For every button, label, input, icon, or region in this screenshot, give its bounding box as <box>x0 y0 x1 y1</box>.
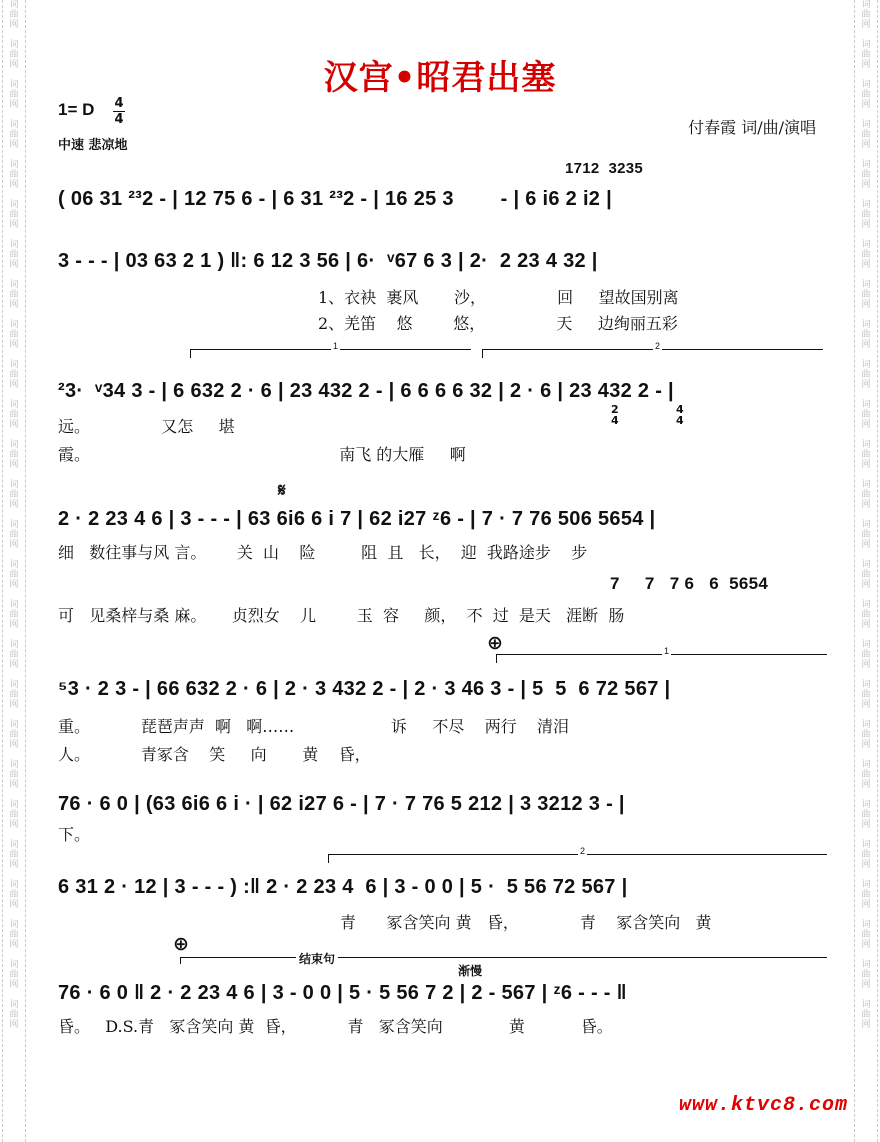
lyrics-row-7: 青 冢含笑向 黄 昏， 青 冢含笑向 黄 <box>340 913 712 932</box>
volta-1-number: 1 <box>333 341 339 351</box>
volta-3-number: 1 <box>664 646 670 656</box>
notation-row-5: ⁵3 · 2 3 - | 66 632 2 · 6 | 2 · 3 432 2 - | 2 · 3 46 3 - | 5 5 6 72 567 | <box>58 678 671 700</box>
time-signature <box>112 96 126 127</box>
lyrics-row-3-verse-2: 霞。 南飞 的大雁 啊 <box>58 445 466 464</box>
volta-bracket-2 <box>482 341 823 358</box>
tempo-marking: 中速 悲凉地 <box>58 138 128 153</box>
right-watermark-text: 词 曲 网 词 曲 网 词 曲 网 词 曲 网 词 曲 网 词 曲 网 词 曲 网 词 曲 网 词 曲 网 词 曲 网 词 曲 网 词 曲 网 词 曲 网 词 曲 网 词 曲 网 词 曲 网 词 曲 网 词 曲 网 词 曲 网 词 曲 网 词 曲 网 词 曲 网 词 曲 网 词 曲 网 词 曲 网 词 曲 网 <box>861 0 871 1030</box>
right-watermark-border <box>854 0 878 1142</box>
lyrics-row-2-verse-2: 2、羌笛 悠 悠， 天 边绚丽五彩 <box>318 314 678 333</box>
lyrics-row-5-verse-2: 人。 青冢含 笑 向 黄 昏， <box>58 745 371 764</box>
lyrics-row-2-verse-1: 1、衣袂 裹风 沙， 回 望故国别离 <box>318 288 679 307</box>
time-signature-bottom: 4 <box>114 112 124 127</box>
notation-row-1: ( 06 31 ²³2 - | 12 75 6 - | 6 31 ²³2 - | 16 25 3 - | 6 i6 2 i2 | <box>58 188 612 210</box>
key-signature: 1= D <box>58 100 95 119</box>
ending-phrase-label: 结束句 <box>296 950 338 967</box>
volta-4-number: 2 <box>580 846 586 856</box>
song-title: 汉宫•昭君出塞 <box>323 58 557 98</box>
time-signature-top: 4 <box>114 96 124 111</box>
volta-bracket-3 <box>496 646 827 663</box>
lyrics-row-3-verse-1: 远。 又怎 堪 <box>58 417 235 436</box>
credit-line: 付春霞 词/曲/演唱 <box>688 118 816 137</box>
notation-row-6: 76 · 6 0 | (63 6i6 6 i · | 62 i27 6 - | 7 · 7 76 5 212 | 3 3212 3 - | <box>58 793 625 815</box>
notation-row-3: ²3· ᵛ34 3 - | 6 632 2 · 6 | 23 432 2 - | 6 6 6 6 32 | 2 · 6 | 23 432 2 - | <box>58 380 674 402</box>
alternate-notes-row-4: 7 7 7 6 6 5654 <box>610 574 769 593</box>
volta-2-number: 2 <box>655 341 661 351</box>
ritardando-label: 渐慢 <box>458 964 483 978</box>
ending-bracket <box>180 957 827 964</box>
notation-row-8: 76 · 6 0 ‖ 2 · 2 23 4 6 | 3 - 0 0 | 5 · 5 56 7 2 | 2 - 567 | ᶻ6 - - - ‖ <box>58 982 627 1004</box>
notation-row-2: 3 - - - | 03 63 2 1 ) ‖: 6 12 3 56 | 6· ᵛ67 6 3 | 2· 2 23 4 32 | <box>58 250 598 272</box>
volta-bracket-1 <box>190 341 471 358</box>
upper-notes-row1: 1712 3235 <box>565 160 644 177</box>
notation-row-7: 6 31 2 · 12 | 3 - - - ) :‖ 2 · 2 23 4 6 | 3 - 0 0 | 5 · 5 56 72 567 | <box>58 876 628 898</box>
time-change-4-4: 4 4 <box>676 403 684 427</box>
lyrics-row-4-verse-1: 细 数往事与风 言。 关 山 险 阻 且 长， 迎 我路途步 步 <box>58 543 588 562</box>
coda-symbol-2: ⊕ <box>173 933 189 955</box>
lyrics-row-6: 下。 <box>58 825 91 844</box>
lyrics-row-8: 昏。 D.S.青 冢含笑向 黄 昏， 青 冢含笑向 黄 昏。 <box>58 1017 613 1036</box>
left-watermark-text: 词 曲 网 词 曲 网 词 曲 网 词 曲 网 词 曲 网 词 曲 网 词 曲 网 词 曲 网 词 曲 网 词 曲 网 词 曲 网 词 曲 网 词 曲 网 词 曲 网 词 曲 网 词 曲 网 词 曲 网 词 曲 网 词 曲 网 词 曲 网 词 曲 网 词 曲 网 词 曲 网 词 曲 网 词 曲 网 词 曲 网 <box>9 0 19 1030</box>
left-watermark-border <box>2 0 26 1142</box>
lyrics-row-5-verse-1: 重。 琵琶声声 啊 啊…… 诉 不尽 两行 清泪 <box>58 717 570 736</box>
volta-bracket-4 <box>328 846 827 863</box>
notation-row-4: 2 · 2 23 4 6 | 3 - - - | 63 6i6 6 i 7 | 62 i27 ᶻ6 - | 7 · 7 76 506 5654 | <box>58 508 656 530</box>
time-change-2-4: 2 4 <box>611 403 619 427</box>
coda-symbol-1: ⊕ <box>487 632 503 654</box>
segno-symbol: 𝄋 <box>278 480 286 501</box>
lyrics-row-4-verse-2: 可 见桑梓与桑 麻。 贞烈女 儿 玉 容 颜， 不 过 是天 涯断 肠 <box>58 606 625 625</box>
site-watermark: www.ktvc8.com <box>678 1094 848 1117</box>
